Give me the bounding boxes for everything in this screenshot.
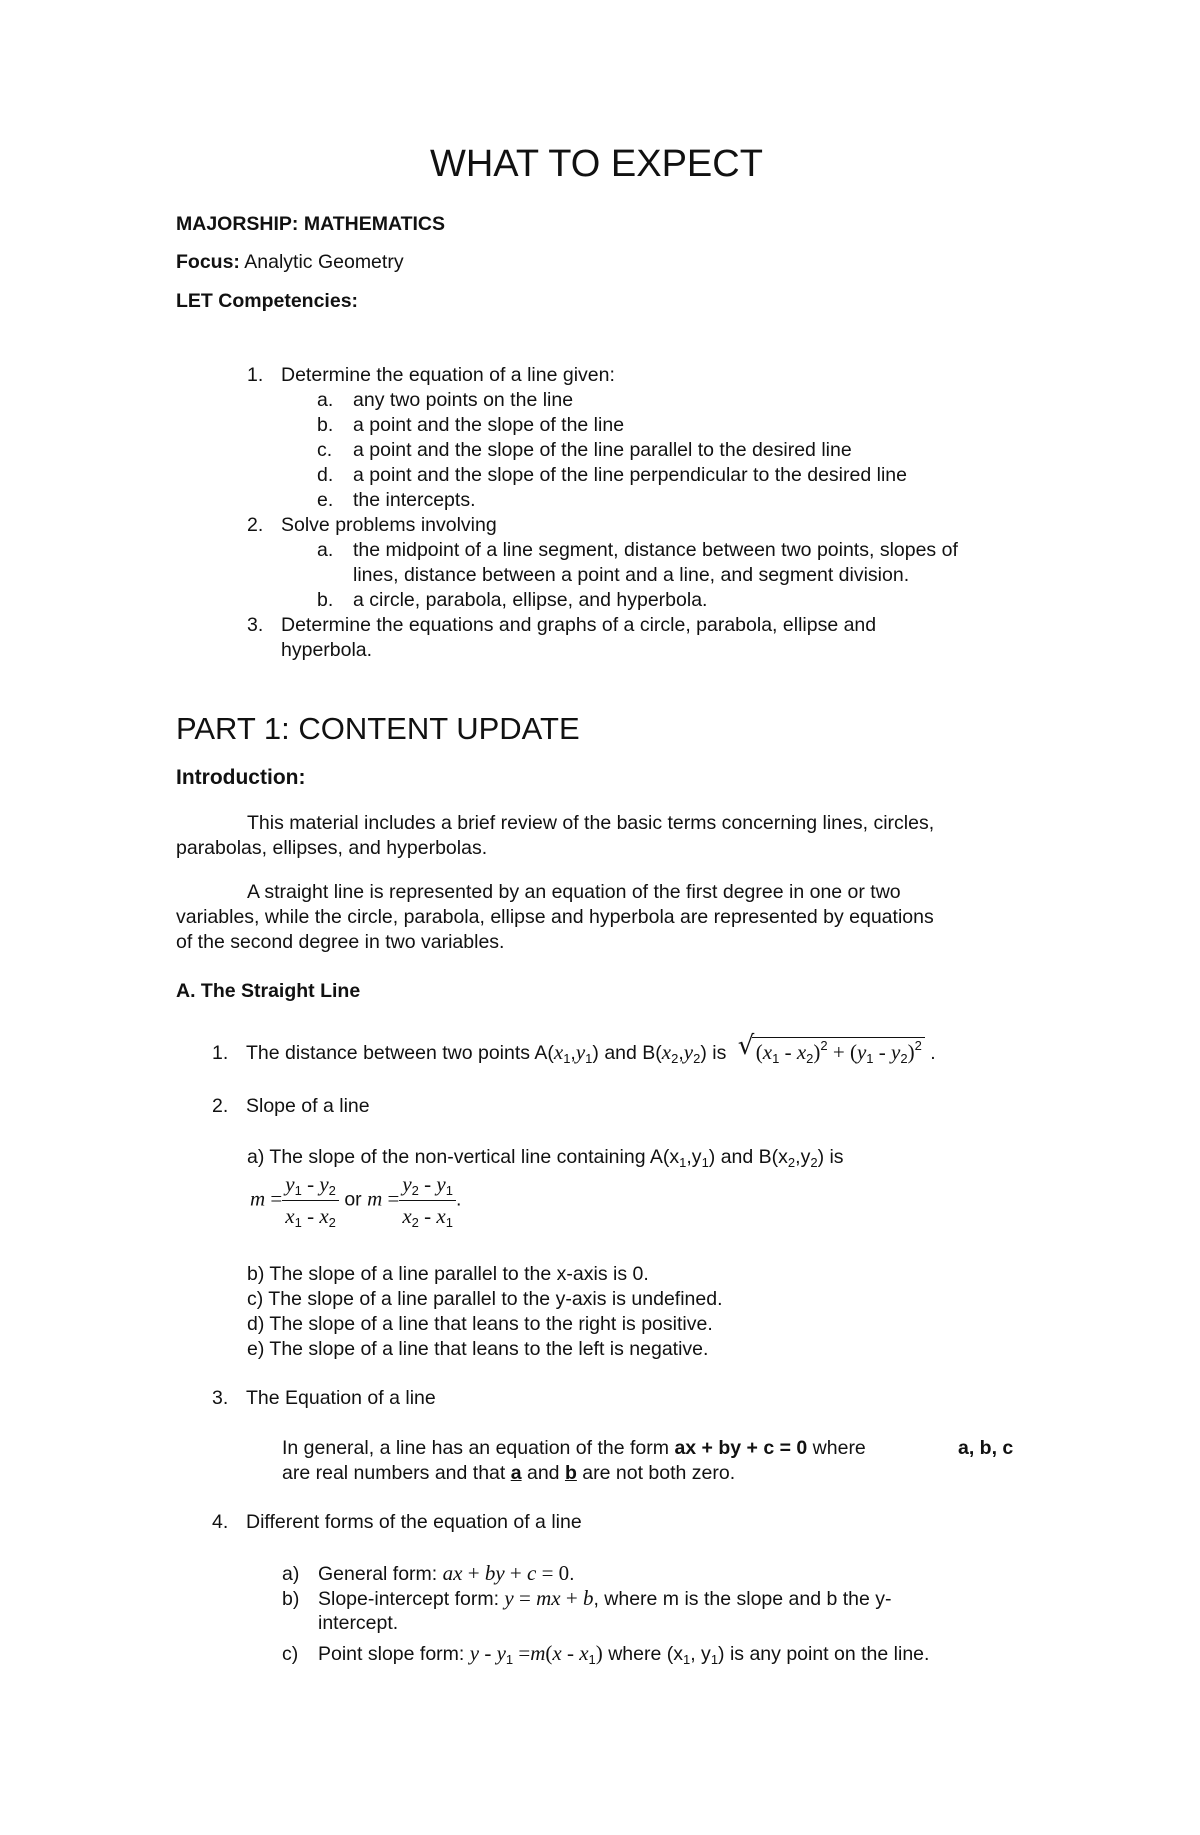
slope-fraction-2: $\frac{y_2 - y_1}{x_2 - x_1}$ xyxy=(399,1171,456,1230)
slope-heading: 2. Slope of a line xyxy=(212,1095,370,1117)
competency-3: 3. Determine the equations and graphs of a circle, parabola, ellipse and xyxy=(247,614,877,636)
general-line-2: are real numbers and that a and b are not both zero. xyxy=(282,1462,736,1484)
distance-formula-line: 1. The distance between two points $A(x_1,y_1)$ and $B(x_2,y_2)$ is √ $(x_1 - x_2)^2 + (y_1 - y_2)^2$ . xyxy=(212,1031,936,1066)
intro-paragraph-2-line-3: of the second degree in two variables. xyxy=(176,931,505,953)
focus-value: Analytic Geometry xyxy=(239,251,404,273)
intro-paragraph-1-line-2: parabolas, ellipses, and hyperbolas. xyxy=(176,837,488,859)
form-slope-intercept: b) Slope-intercept form: y = mx + b, where m is the slope and b the y- xyxy=(282,1586,892,1610)
form-general: a) General form: ax + by + c = 0. xyxy=(282,1561,575,1585)
competency-1a: a. any two points on the line xyxy=(317,389,574,411)
form-slope-intercept-cont: intercept. xyxy=(318,1612,399,1634)
competency-1b: b. a point and the slope of the line xyxy=(317,414,625,436)
competency-2: 2. Solve problems involving xyxy=(247,514,497,536)
intro-paragraph-2-line-2: variables, while the circle, parabola, ellipse and hyperbola are represented by equations xyxy=(176,906,934,928)
slope-fact-b: b) The slope of a line parallel to the x-axis is 0. xyxy=(247,1263,649,1285)
intro-paragraph-2-line-1: A straight line is represented by an equation of the first degree in one or two xyxy=(247,881,901,903)
competency-1c: c. a point and the slope of the line parallel to the desired line xyxy=(317,439,852,461)
competency-1e: e. the intercepts. xyxy=(317,489,476,511)
competency-2a-cont: lines, distance between a point and a line, and segment division. xyxy=(353,564,910,586)
competency-1d: d. a point and the slope of the line perpendicular to the desired line xyxy=(317,464,907,486)
focus-label: Focus: xyxy=(176,251,240,273)
part1-heading: PART 1: CONTENT UPDATE xyxy=(176,711,580,746)
equation-heading: 3. The Equation of a line xyxy=(212,1387,436,1409)
competencies-heading: LET Competencies: xyxy=(176,290,359,312)
slope-fraction-1: $\frac{y_1 - y_2}{x_1 - x_2}$ xyxy=(282,1171,339,1230)
competency-3-cont: hyperbola. xyxy=(281,639,373,661)
majorship-heading: MAJORSHIP: MATHEMATICS xyxy=(176,213,446,235)
introduction-heading: Introduction: xyxy=(176,766,306,789)
intro-paragraph-1-line-1: This material includes a brief review of the basic terms concerning lines, circles, xyxy=(247,812,935,834)
competency-2b: b. a circle, parabola, ellipse, and hyperbola. xyxy=(317,589,708,611)
slope-fact-e: e) The slope of a line that leans to the left is negative. xyxy=(247,1338,709,1360)
competency-2a: a. the midpoint of a line segment, distance between two points, slopes of xyxy=(317,539,958,561)
forms-heading: 4. Different forms of the equation of a line xyxy=(212,1511,582,1533)
page-title: WHAT TO EXPECT xyxy=(430,143,763,185)
slope-definition: a) The slope of the non-vertical line containing $A(x_1,y_1)$ and $B(x_2,y_2)$ is xyxy=(247,1146,844,1170)
slope-fact-d: d) The slope of a line that leans to the right is positive. xyxy=(247,1313,713,1335)
focus-line xyxy=(176,250,404,275)
general-abc: a, b, c xyxy=(958,1437,1014,1459)
slope-formulas: m = $\frac{y_1 - y_2}{x_1 - x_2}$ or m = $\frac{y_2 - y_1}{x_2 - x_1}$ . xyxy=(250,1172,462,1230)
general-line-1: In general, a line has an equation of the form ax + by + c = 0 where xyxy=(282,1437,866,1459)
or-text: or xyxy=(344,1188,362,1211)
section-a-heading: A. The Straight Line xyxy=(176,980,361,1002)
slope-fact-c: c) The slope of a line parallel to the y-axis is undefined. xyxy=(247,1288,723,1310)
distance-formula: √ $(x_1 - x_2)^2 + (y_1 - y_2)^2$ xyxy=(738,1037,925,1066)
form-point-slope: c) Point slope form: $y - y_1 =m(x - x_1)$ where ($x_1$, $y_1$) is any point on the line. xyxy=(282,1641,930,1667)
competency-1: 1. Determine the equation of a line given: xyxy=(247,364,615,386)
